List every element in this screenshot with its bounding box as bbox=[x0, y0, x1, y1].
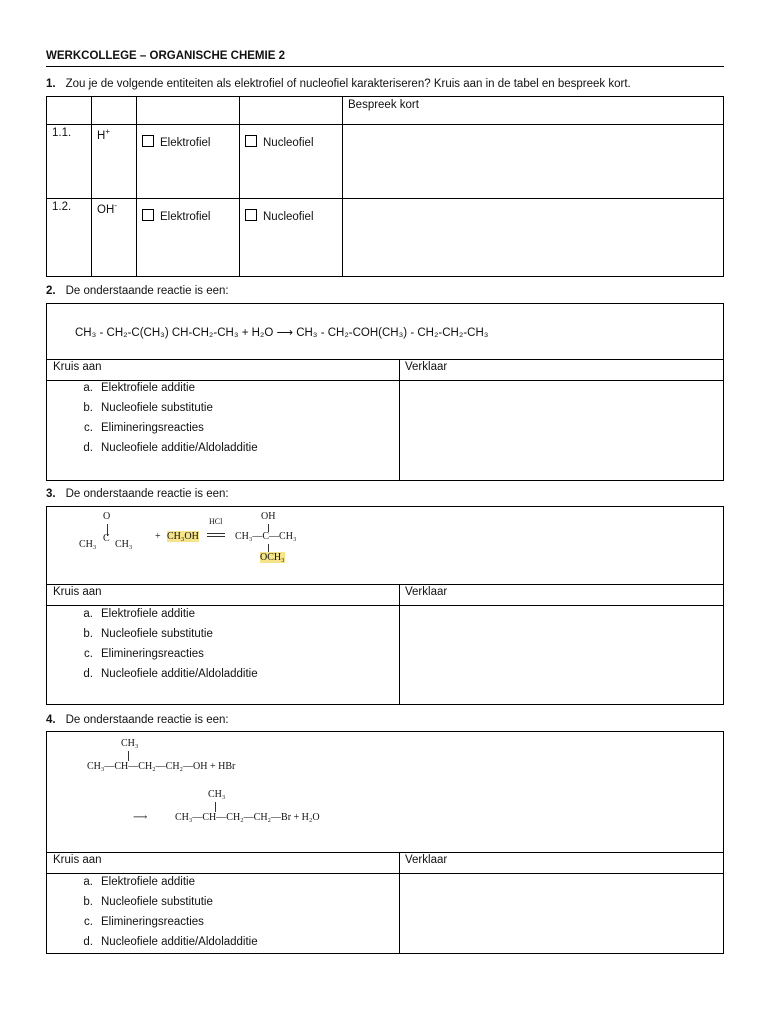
bond-line bbox=[128, 751, 129, 761]
option-a[interactable]: a. Elektrofiele additie bbox=[83, 876, 195, 888]
charge: - bbox=[114, 201, 117, 210]
option-c[interactable]: c. Elimineringsreacties bbox=[84, 648, 204, 660]
checkbox[interactable] bbox=[142, 135, 154, 147]
discuss-answer-field[interactable] bbox=[343, 199, 724, 277]
elektrofiel-option[interactable] bbox=[137, 199, 240, 277]
kruis-aan-label: Kruis aan bbox=[53, 854, 102, 866]
row-id: 1.2. bbox=[47, 199, 92, 277]
option-d[interactable]: d. Nucleofiele additie/Aldoladditie bbox=[83, 936, 258, 948]
question-4-heading bbox=[46, 714, 229, 726]
bond-line bbox=[215, 802, 216, 812]
option-a[interactable]: a. Elektrofiele additie bbox=[83, 382, 195, 394]
verklaar-label: Verklaar bbox=[405, 586, 448, 598]
table-header-cell bbox=[240, 97, 343, 125]
option-label: Nucleofiel bbox=[263, 211, 314, 223]
question-1-heading bbox=[46, 78, 631, 90]
entity: H bbox=[97, 129, 106, 142]
question-4-box bbox=[46, 731, 724, 954]
option-b[interactable]: b. Nucleofiele substitutie bbox=[83, 402, 213, 414]
question-text: De onderstaande reactie is een: bbox=[65, 714, 229, 726]
verklaar-answer-field[interactable] bbox=[400, 606, 722, 704]
option-label: Elektrofiel bbox=[160, 137, 211, 149]
reaction-equation: CH₃ - CH₂-C(CH₃) CH-CH₂-CH₃ + H₂O ⟶ CH₃ - CH₂-COH(CH₃) - CH₂-CH₂-CH₃ bbox=[75, 327, 489, 339]
question-2-heading bbox=[46, 285, 229, 297]
question-text: De onderstaande reactie is een: bbox=[65, 488, 229, 500]
question-3-heading bbox=[46, 488, 229, 500]
discuss-header: Bespreek kort bbox=[343, 97, 724, 125]
page-title: WERKCOLLEGE – ORGANISCHE CHEMIE 2 bbox=[46, 50, 285, 62]
question-number: 2. bbox=[46, 285, 56, 297]
checkbox[interactable] bbox=[142, 209, 154, 221]
table-header-cell bbox=[47, 97, 92, 125]
question-2-box bbox=[46, 303, 724, 481]
question-number: 3. bbox=[46, 488, 56, 500]
highlighted-group: OCH₃ bbox=[260, 552, 285, 563]
kruis-aan-label: Kruis aan bbox=[53, 361, 102, 373]
question-text: Zou je de volgende entiteiten als elektrofiel of nucleofiel karakteriseren? Kruis aan in de tabel en bespreek kort. bbox=[65, 78, 631, 90]
question-1-table bbox=[46, 96, 724, 277]
equilibrium-arrow bbox=[207, 536, 225, 537]
charge: + bbox=[105, 127, 110, 136]
question-number: 1. bbox=[46, 78, 56, 90]
nucleofiel-option[interactable] bbox=[240, 125, 343, 199]
options-list bbox=[75, 378, 258, 458]
entity-cell bbox=[92, 199, 137, 277]
verklaar-label: Verklaar bbox=[405, 361, 448, 373]
table-header-cell bbox=[92, 97, 137, 125]
row-id: 1.1. bbox=[47, 125, 92, 199]
divider bbox=[47, 359, 723, 360]
table-row bbox=[47, 199, 724, 277]
reaction-scheme: O CH₃ C CH₃ + CH₃OH HCl OH CH₃—C—CH₃ OCH₃ bbox=[79, 511, 297, 563]
option-a[interactable]: a. Elektrofiele additie bbox=[83, 608, 195, 620]
option-label: Elektrofiel bbox=[160, 211, 211, 223]
table-header-cell bbox=[137, 97, 240, 125]
question-number: 4. bbox=[46, 714, 56, 726]
verklaar-answer-field[interactable] bbox=[400, 874, 722, 953]
discuss-answer-field[interactable] bbox=[343, 125, 724, 199]
option-d[interactable]: d. Nucleofiele additie/Aldoladditie bbox=[83, 442, 258, 454]
option-label: Nucleofiel bbox=[263, 137, 314, 149]
option-d[interactable]: d. Nucleofiele additie/Aldoladditie bbox=[83, 668, 258, 680]
elektrofiel-option[interactable] bbox=[137, 125, 240, 199]
highlighted-reagent: CH₃OH bbox=[167, 531, 199, 542]
options-list bbox=[75, 872, 258, 952]
question-text: De onderstaande reactie is een: bbox=[65, 285, 229, 297]
bond-line bbox=[268, 544, 269, 552]
equilibrium-arrow bbox=[207, 533, 225, 534]
option-b[interactable]: b. Nucleofiele substitutie bbox=[83, 896, 213, 908]
checkbox[interactable] bbox=[245, 135, 257, 147]
table-row bbox=[47, 125, 724, 199]
question-3-box bbox=[46, 506, 724, 705]
options-list bbox=[75, 604, 258, 684]
verklaar-answer-field[interactable] bbox=[400, 381, 722, 479]
entity: OH bbox=[97, 203, 115, 216]
divider bbox=[47, 584, 723, 585]
option-c[interactable]: c. Elimineringsreacties bbox=[84, 422, 204, 434]
option-b[interactable]: b. Nucleofiele substitutie bbox=[83, 628, 213, 640]
option-c[interactable]: c. Elimineringsreacties bbox=[84, 916, 204, 928]
checkbox[interactable] bbox=[245, 209, 257, 221]
nucleofiel-option[interactable] bbox=[240, 199, 343, 277]
entity-cell bbox=[92, 125, 137, 199]
divider bbox=[47, 852, 723, 853]
title-underline bbox=[46, 66, 724, 67]
verklaar-label: Verklaar bbox=[405, 854, 448, 866]
kruis-aan-label: Kruis aan bbox=[53, 586, 102, 598]
reaction-scheme: CH₃ CH₃—CH—CH₂—CH₂—OH + HBr CH₃ ⟶ CH₃—CH—CH₂—CH₂—Br + H₂O bbox=[87, 738, 320, 823]
